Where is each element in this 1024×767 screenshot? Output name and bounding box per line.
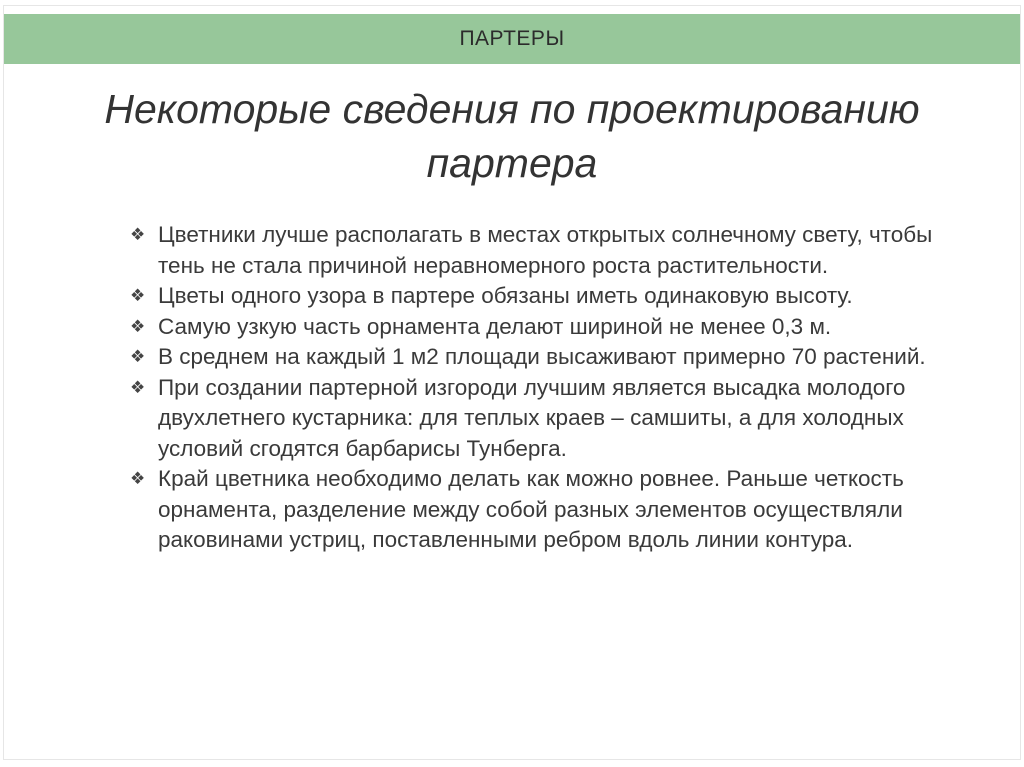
bullet-item [130, 312, 960, 343]
bullet-list [130, 220, 960, 556]
bullet-text: В среднем на каждый 1 м2 площади высаживают примерно 70 растений. [158, 344, 926, 369]
header-band [4, 14, 1020, 64]
bullet-text: Цветники лучше располагать в местах открытых солнечному свету, чтобы тень не стала причиной неравномерного роста растительности. [158, 222, 933, 278]
slide-title: Некоторые сведения по проектированию партера [104, 86, 920, 186]
diamond-bullet-icon: ❖ [130, 316, 146, 336]
bullet-item [130, 220, 960, 281]
diamond-bullet-icon: ❖ [130, 225, 146, 244]
bullet-item [130, 342, 960, 373]
bullet-item [130, 281, 960, 312]
bullet-text: Самую узкую часть орнамента делают шириной не менее 0,3 м. [158, 313, 832, 339]
diamond-bullet-icon: ❖ [130, 347, 146, 366]
diamond-bullet-icon: ❖ [130, 377, 146, 397]
bullet-item [130, 373, 960, 465]
bullet-text: Край цветника необходимо делать как можно ровнее. Раньше четкость орнамента, разделение между собой разных элементов осуществляли раковинами устриц, поставленными ребром вдоль линии контура. [158, 466, 904, 552]
bullet-text: При создании партерной изгороди лучшим является высадка молодого двухлетнего кустарника: для теплых краев – самшиты, а для холодных условий сгодятся барбарисы Тунберга. [158, 374, 906, 461]
diamond-bullet-icon: ❖ [130, 469, 146, 488]
bullet-text: Цветы одного узора в партере обязаны иметь одинаковую высоту. [158, 283, 853, 308]
bullet-item [130, 464, 960, 556]
diamond-bullet-icon: ❖ [130, 286, 146, 305]
header-label: ПАРТЕРЫ [459, 27, 565, 50]
